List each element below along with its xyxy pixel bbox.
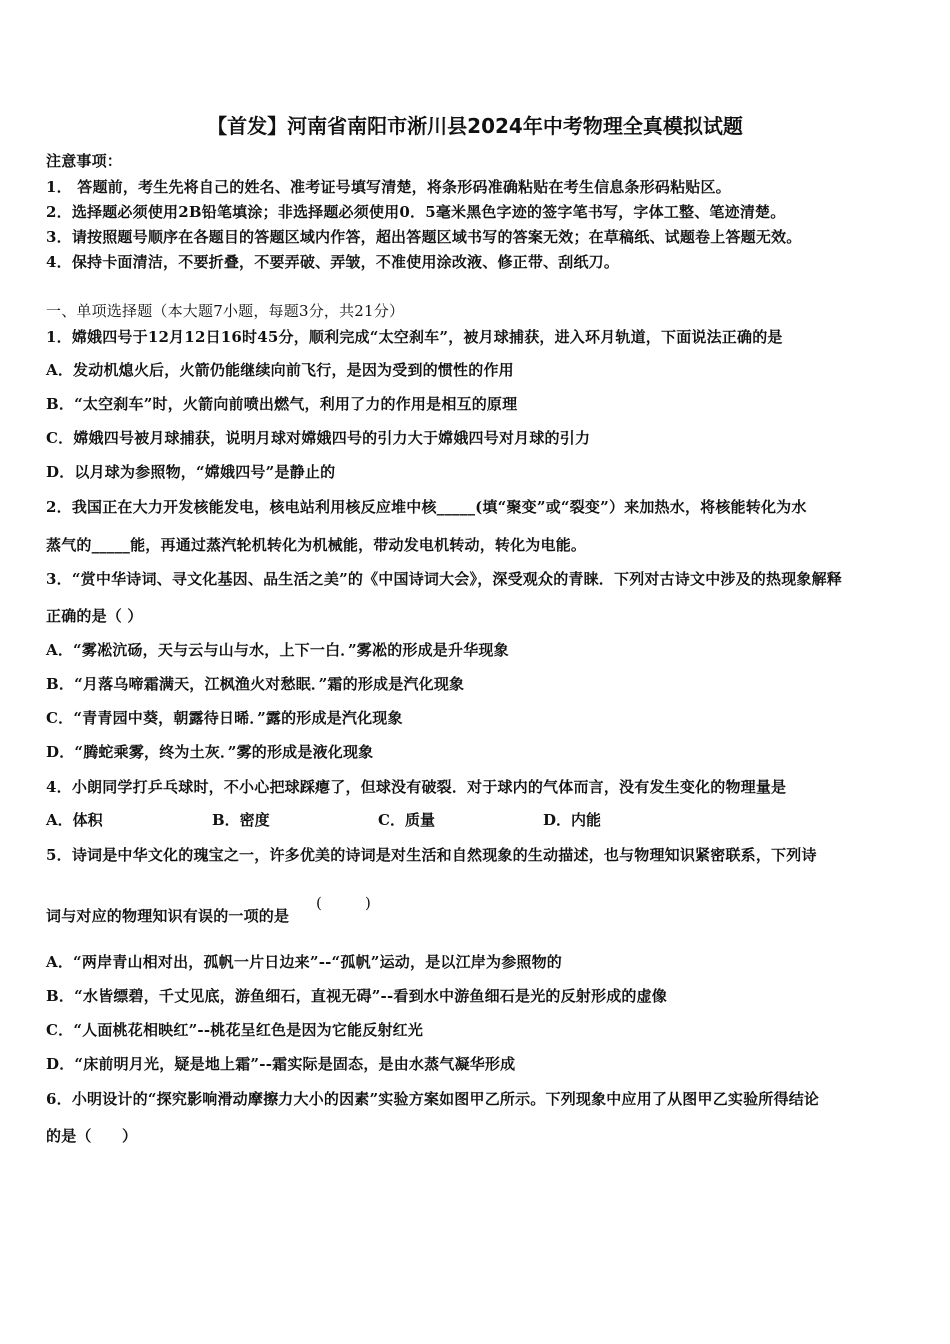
question-4-option-c: C．质量 [378,811,435,829]
question-4-option-d: D．内能 [543,811,602,829]
page-title: 【首发】河南省南阳市淅川县2024年中考物理全真模拟试题 [207,114,743,138]
question-5-option-c: C．“人面桃花相映红”--桃花呈红色是因为它能反射红光 [46,1021,424,1039]
notice-item: 1． 答题前，考生先将自己的姓名、准考证号填写清楚，将条形码准确粘贴在考生信息条形码粘贴区。 [46,178,731,196]
question-1-option-b: B．“太空刹车”时，火箭向前喷出燃气，利用了力的作用是相互的原理 [46,395,518,413]
question-4-option-b: B．密度 [212,811,270,829]
question-1-option-a: A．发动机熄火后，火箭仍能继续向前飞行，是因为受到的惯性的作用 [46,361,514,379]
question-5-line-2: 词与对应的物理知识有误的一项的是 [46,907,290,925]
question-2-line-2: 蒸气的_____能，再通过蒸汽轮机转化为机械能，带动发电机转动，转化为电能。 [46,536,587,554]
question-6-line-2: 的是（ ） [46,1127,138,1145]
question-5-paren-open: ( [316,894,322,912]
question-5-option-b: B．“水皆缥碧，千丈见底，游鱼细石，直视无碍”--看到水中游鱼细石是光的反射形成的虚像 [46,987,667,1005]
question-6-line-1: 6．小明设计的“探究影响滑动摩擦力大小的因素”实验方案如图甲乙所示。下列现象中应用了从图甲乙实验所得结论 [46,1090,820,1108]
question-5-option-a: A．“两岸青山相对出，孤帆一片日边来”--“孤帆”运动，是以江岸为参照物的 [46,953,563,971]
question-3-option-a: A．“雾凇沆砀，天与云与山与水，上下一白．”雾凇的形成是升华现象 [46,641,509,659]
notice-item: 3．请按照题号顺序在各题目的答题区域内作答，超出答题区域书写的答案无效；在草稿纸、试题卷上答题无效。 [46,228,802,246]
question-1-option-d: D．以月球为参照物，“嫦娥四号”是静止的 [46,463,336,481]
question-3-line-2: 正确的是（ ） [46,607,143,625]
question-4-stem: 4．小朗同学打乒乓球时，不小心把球踩瘪了，但球没有破裂．对于球内的气体而言，没有发生变化的物理量是 [46,778,787,796]
notice-heading: 注意事项： [46,152,123,170]
question-3-option-b: B．“月落乌啼霜满天，江枫渔火对愁眠．”霜的形成是汽化现象 [46,675,465,693]
question-1-stem: 1．嫦娥四号于12月12日16时45分，顺利完成“太空刹车”，被月球捕获，进入环月轨道，下面说法正确的是 [46,328,783,346]
question-5-option-d: D．“床前明月光，疑是地上霜”--霜实际是固态，是由水蒸气凝华形成 [46,1055,516,1073]
question-3-option-c: C．“青青园中葵，朝露待日晞．”露的形成是汽化现象 [46,709,403,727]
question-5-paren-close: ) [365,894,371,912]
notice-item: 4．保持卡面清洁，不要折叠，不要弄破、弄皱，不准使用涂改液、修正带、刮纸刀。 [46,253,620,271]
question-4-option-a: A．体积 [46,811,103,829]
section-heading: 一、单项选择题（本大题7小题，每题3分，共21分） [46,302,405,320]
question-3-line-1: 3．“赏中华诗词、寻文化基因、品生活之美”的《中国诗词大会》，深受观众的青睐．下列对古诗文中涉及的热现象解释 [46,570,842,588]
question-5-line-1: 5．诗词是中华文化的瑰宝之一，许多优美的诗词是对生活和自然现象的生动描述，也与物理知识紧密联系，下列诗 [46,846,817,864]
notice-item: 2．选择题必须使用2B铅笔填涂；非选择题必须使用0．5毫米黑色字迹的签字笔书写，字体工整、笔迹清楚。 [46,203,786,221]
question-2-line-1: 2．我国正在大力开发核能发电，核电站利用核反应堆中核_____(填“聚变”或“裂变”）来加热水，将核能转化为水 [46,498,807,516]
question-3-option-d: D．“腾蛇乘雾，终为土灰．”雾的形成是液化现象 [46,743,374,761]
question-1-option-c: C．嫦娥四号被月球捕获，说明月球对嫦娥四号的引力大于嫦娥四号对月球的引力 [46,429,591,447]
